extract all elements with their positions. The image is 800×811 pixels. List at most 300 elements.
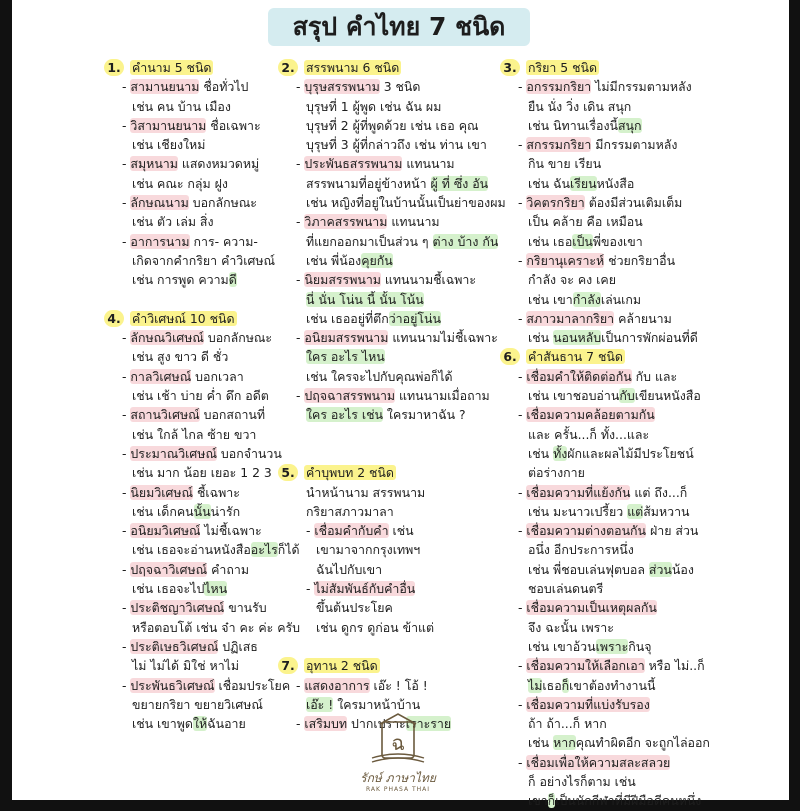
text-span: - <box>518 754 527 770</box>
example-highlight: เอ๊ะ ! <box>306 696 334 712</box>
list-item <box>104 540 300 559</box>
text-span: - <box>518 252 527 268</box>
section-number-badge: 1. <box>104 59 124 76</box>
list-item <box>500 598 782 617</box>
list-item <box>500 656 782 675</box>
text-span: เขามาจากกรุงเทพฯ <box>316 542 421 558</box>
list-item <box>500 483 782 502</box>
text-span: ไม่มีกรรมตามหลัง <box>591 79 692 95</box>
text-span: - <box>122 195 131 211</box>
section-heading <box>278 58 514 77</box>
example-highlight: แต่ <box>627 503 644 519</box>
text-span: เอ๊ะ ! โอ้ ! <box>369 677 428 693</box>
list-item <box>500 579 782 598</box>
spacer <box>104 290 300 309</box>
term-highlight: เชื่อมคำกับคำ <box>314 523 389 539</box>
section-number-badge: 3. <box>500 59 520 76</box>
text-span: เช่น ตัว เล่ม สิ่ง <box>132 214 214 230</box>
section-title: สรรพนาม 6 ชนิด <box>305 60 400 75</box>
term-highlight: ประพันธสรรพนาม <box>304 156 403 172</box>
text-span: เช่น เธอ <box>528 233 573 249</box>
text-span: จึง ฉะนั้น เพราะ <box>528 619 614 635</box>
text-span: ยืน นั่ง วิ่ง เดิน สนุก <box>528 98 632 114</box>
list-item <box>500 290 782 309</box>
list-item <box>500 232 782 251</box>
text-span: - <box>518 79 527 95</box>
list-item <box>104 425 300 444</box>
text-span: บอกจำนวน <box>216 445 282 461</box>
section-heading <box>500 58 782 77</box>
term-highlight: วิสามานยนาม <box>130 117 207 133</box>
list-item <box>278 502 514 521</box>
text-span: กิน ขาย เรียน <box>528 156 602 172</box>
text-span: ขึ้นต้นประโยค <box>316 600 393 616</box>
list-item <box>500 309 782 328</box>
list-item <box>278 290 514 309</box>
example-highlight: อะไร <box>250 542 278 558</box>
text-span: หรือตอบโต้ เช่น จ๋า คะ ค่ะ ครับ <box>132 619 301 635</box>
section-title: อุทาน 2 ชนิด <box>305 658 378 674</box>
list-item <box>278 579 514 598</box>
term-highlight: เชื่อมคำให้ติดต่อกัน <box>526 368 632 384</box>
text-span: 3 ชนิด <box>379 79 421 95</box>
list-item <box>278 212 514 231</box>
spacer <box>278 444 514 463</box>
text-span: เช่น เธออยู่ที่ตึก <box>306 310 389 326</box>
page <box>12 0 789 809</box>
text-span: เกิดจากคำกริยา คำวิเศษณ์ <box>132 252 276 268</box>
section-number-badge: 6. <box>500 348 520 365</box>
text-span: - <box>306 581 315 597</box>
term-highlight: อนิยมวิเศษณ์ <box>130 523 201 539</box>
term-highlight: เชื่อมความให้เลือกเอา <box>526 658 645 674</box>
text-span: - <box>296 214 305 230</box>
list-item <box>104 560 300 579</box>
text-span: น้อง <box>671 561 694 577</box>
text-span: เช่น สูง ขาว ดี ชั่ว <box>132 349 229 365</box>
term-highlight: ลักษณวิเศษณ์ <box>130 330 204 346</box>
example-highlight: ใคร อะไร ไหน <box>306 349 385 365</box>
text-span: บอกสถานที่ <box>199 407 266 423</box>
text-span: - <box>122 330 131 346</box>
term-highlight: กาลวิเศษณ์ <box>130 368 192 384</box>
term-highlight: อกรรมกริยา <box>526 79 592 95</box>
text-span: - <box>122 561 131 577</box>
list-item <box>278 483 514 502</box>
list-item <box>278 347 514 366</box>
example-highlight: ต่าง บ้าง กัน <box>432 233 499 249</box>
text-span: เชื่อมประโยค <box>214 677 291 693</box>
list-item <box>500 637 782 656</box>
list-item <box>500 733 782 752</box>
list-item <box>500 328 782 347</box>
text-span: ต้องมีส่วนเติมเต็ม <box>584 195 683 211</box>
list-item <box>278 270 514 289</box>
list-item <box>104 637 300 656</box>
term-highlight: ประติเษธวิเศษณ์ <box>130 638 219 654</box>
text-span: เช่น เขาอ้วน <box>528 638 596 654</box>
title-banner <box>268 8 530 46</box>
list-item <box>278 154 514 173</box>
list-item <box>500 444 782 463</box>
term-highlight: อนิยมสรรพนาม <box>304 330 389 346</box>
text-span: เช่น <box>528 330 554 346</box>
list-item <box>278 328 514 347</box>
text-span: อนึ่ง อีกประการหนึ่ง <box>528 542 634 558</box>
term-highlight: ลักษณนาม <box>130 195 189 211</box>
list-item <box>500 212 782 231</box>
text-span: ชื่อทั่วไป <box>199 79 249 95</box>
spacer <box>278 425 514 444</box>
text-span: - <box>518 658 527 674</box>
list-item <box>278 232 514 251</box>
text-span: เช่น เขาพูด <box>132 716 193 732</box>
text-span: แทนนาม <box>402 156 455 172</box>
text-span: เช่น การพูด ความ <box>132 272 229 288</box>
example-highlight: คุยกัน <box>361 252 393 268</box>
text-span: สรรพนามที่อยู่ข้างหน้า <box>306 175 431 191</box>
text-span: - <box>296 388 305 404</box>
text-span: - <box>296 156 305 172</box>
list-item <box>500 753 782 772</box>
term-highlight: เชื่อมความที่แย้งกัน <box>526 484 631 500</box>
text-span: คำถาม <box>207 561 249 577</box>
example-highlight: ใคร อะไร เช่น <box>306 407 383 423</box>
text-span: เช่น ใครจะไปกับคุณพ่อก็ได้ <box>306 368 453 384</box>
text-span: ไม่ ไม่ได้ มิใช่ หาไม่ <box>132 658 240 674</box>
text-span: - <box>518 310 527 326</box>
list-item <box>278 367 514 386</box>
text-span: เช่น ดูกร ดูก่อน ข้าแต่ <box>316 619 435 635</box>
list-item <box>500 154 782 173</box>
text-span: ปฏิเสธ <box>218 638 258 654</box>
text-span: การ- ความ- <box>189 233 258 249</box>
text-span: มีกรรมตามหลัง <box>591 137 678 153</box>
term-highlight: ประพันธวิเศษณ์ <box>130 677 215 693</box>
text-span: บุรุษที่ 1 ผู้พูด เช่น ฉัน ผม <box>306 98 442 114</box>
text-span: ก็ได้ <box>277 542 300 558</box>
text-span: - <box>518 137 527 153</box>
list-item <box>500 425 782 444</box>
section-title: คำวิเศษณ์ 10 ชนิด <box>131 310 235 326</box>
text-span: - <box>296 330 305 346</box>
text-span: บุรุษที่ 2 ผู้ที่พูดด้วย เช่น เธอ คุณ <box>306 117 479 133</box>
example-highlight: ก็ <box>547 793 556 809</box>
list-item <box>500 502 782 521</box>
section-title: คำนาม 5 ชนิด <box>131 60 212 75</box>
term-highlight: ปฤจฉาวิเศษณ์ <box>130 561 208 577</box>
list-item <box>104 579 300 598</box>
list-item <box>278 676 514 695</box>
text-span: ปากเปราะ <box>347 716 406 732</box>
text-span: ช่วยกริยาอื่น <box>604 252 676 268</box>
list-item <box>278 618 514 637</box>
list-item <box>278 77 514 96</box>
logo-text-english: RAK PHASA THAI <box>365 786 431 793</box>
text-span: เช่น <box>528 445 554 461</box>
list-item <box>500 714 782 733</box>
list-item <box>500 695 782 714</box>
list-item <box>104 251 300 270</box>
text-span: ชื่อเฉพาะ <box>206 117 261 133</box>
text-span: ชอบเล่นดนตรี <box>528 581 604 597</box>
list-item <box>104 97 300 116</box>
text-span: เช่น มะนาวเปรี้ยว <box>528 503 628 519</box>
text-span: เช่น หญิงที่อยู่ในบ้านนั้นเป็นย่าของผม <box>306 195 506 211</box>
example-highlight: ผู้ ที่ ซึ่ง อัน <box>430 175 489 191</box>
text-span: - <box>296 79 305 95</box>
list-item <box>500 618 782 637</box>
list-item <box>104 347 300 366</box>
example-highlight: เราะราย <box>405 716 452 732</box>
section-title: คำบุพบท 2 ชนิด <box>305 465 394 481</box>
list-item <box>278 193 514 212</box>
term-highlight: วิคตรกริยา <box>526 195 585 211</box>
list-item <box>278 405 514 424</box>
section-number-badge: 4. <box>104 310 124 327</box>
logo-text-thai: รักษ์ ภาษาไทย <box>360 771 436 785</box>
text-span: น่ารัก <box>210 503 241 519</box>
text-span: แทนนามเมื่อถาม <box>395 388 490 404</box>
section-number-badge: 5. <box>278 464 298 481</box>
text-span: คล้ายนาม <box>614 310 672 326</box>
text-span: เช่น เธอจะอ่านหนังสือ <box>132 542 251 558</box>
list-item <box>278 309 514 328</box>
column-left <box>104 58 300 733</box>
text-span: - <box>122 600 131 616</box>
text-span: เช่น เชียงใหม่ <box>132 137 206 153</box>
list-item <box>278 135 514 154</box>
text-span: ใครมาหน้าบ้าน <box>333 696 421 712</box>
text-span: เช่น เช้า บ่าย ค่ำ ดึก อดีต <box>132 388 269 404</box>
term-highlight: เชื่อมความคล้อยตามกัน <box>526 407 655 423</box>
text-span: ชี้เฉพาะ <box>193 484 240 500</box>
section-heading <box>104 309 300 328</box>
text-span: กินจุ <box>628 638 652 654</box>
text-span: แต่ ถึง...ก็ <box>630 484 688 500</box>
text-span: ที่แยกออกมาเป็นส่วน ๆ <box>306 233 433 249</box>
term-highlight: แสดงอาการ <box>304 677 370 693</box>
list-item <box>278 560 514 579</box>
list-item <box>104 270 300 289</box>
list-item <box>104 193 300 212</box>
list-item <box>278 116 514 135</box>
text-span: บุรุษที่ 3 ผู้ที่กล่าวถึง เช่น ท่าน เขา <box>306 137 487 153</box>
term-highlight: ประติชญาวิเศษณ์ <box>130 600 225 616</box>
section-title: คำสันธาน 7 ชนิด <box>527 349 623 365</box>
text-span: เช่น พี่น้อง <box>306 252 362 268</box>
text-span: เขาต้องทำงานนี้ <box>569 677 656 693</box>
example-highlight: ส่วน <box>648 561 672 577</box>
term-highlight: ประมาณวิเศษณ์ <box>130 445 217 461</box>
spacer <box>278 637 514 656</box>
text-span: ขยายกริยา ขยายวิเศษณ์ <box>132 696 263 712</box>
text-span: ฉันอาย <box>207 716 246 732</box>
text-span: หนังสือ <box>596 175 635 191</box>
text-span: - <box>518 484 527 500</box>
term-highlight: กริยานุเคราะห์ <box>526 252 605 268</box>
term-highlight: อาการนาม <box>130 233 190 249</box>
example-highlight: กับ <box>619 388 635 404</box>
text-span: นำหน้านาม สรรพนาม <box>306 484 426 500</box>
text-span: เป็นนักกีฬาที่มีฝีมือดีคนหนึ่ง <box>555 793 702 809</box>
text-span: เป็น คล้าย คือ เหมือน <box>528 214 643 230</box>
list-item <box>104 116 300 135</box>
list-item <box>104 676 300 695</box>
list-item <box>104 521 300 540</box>
text-span: บอกลักษณะ <box>203 330 273 346</box>
example-highlight: ไม่ <box>528 677 543 693</box>
example-highlight: ให้ <box>192 716 208 732</box>
list-item <box>500 135 782 154</box>
text-span: เช่น นิทานเรื่องนี้ <box>528 117 618 133</box>
list-item <box>104 328 300 347</box>
text-span: - <box>122 233 131 249</box>
page-title: สรุป คำไทย 7 ชนิด <box>292 12 506 41</box>
text-span: กริยาสภาวมาลา <box>306 503 394 519</box>
example-highlight: ว่าอยู่โน่น <box>388 310 441 326</box>
term-highlight: บุรุษสรรพนาม <box>304 79 380 95</box>
list-item <box>104 405 300 424</box>
logo-glyph: ฉ <box>391 731 405 755</box>
text-span: - <box>296 272 305 288</box>
text-span: ส้มหวาน <box>643 503 690 519</box>
text-span: ใครมาหาฉัน ? <box>382 407 466 423</box>
term-highlight: เชื่อมความที่แบ่งรับรอง <box>526 696 650 712</box>
list-item <box>104 714 300 733</box>
text-span: บอกเวลา <box>191 368 244 384</box>
text-span: เช่น <box>528 735 554 751</box>
term-highlight: วิภาคสรรพนาม <box>304 214 388 230</box>
text-span: - <box>518 407 527 423</box>
term-highlight: เชื่อมความต่างตอนกัน <box>526 523 647 539</box>
list-item <box>104 367 300 386</box>
list-item <box>500 791 782 810</box>
list-item <box>104 618 300 637</box>
example-highlight: ทั้ง <box>553 445 568 461</box>
example-highlight: กำลัง <box>572 291 601 307</box>
list-item <box>500 521 782 540</box>
text-span: เช่น พี่ชอบเล่นฟุตบอล <box>528 561 649 577</box>
list-item <box>278 598 514 617</box>
text-span: - <box>518 195 527 211</box>
text-span: กับ และ <box>631 368 678 384</box>
text-span: เช่น เธอจะไป <box>132 581 205 597</box>
list-item <box>278 174 514 193</box>
example-highlight: ก็ <box>561 677 570 693</box>
list-item <box>104 656 300 675</box>
list-item <box>500 193 782 212</box>
text-span: - <box>306 523 315 539</box>
text-span: เช่น เด็กคน <box>132 503 194 519</box>
term-highlight: เชื่อมเพื่อให้ความสละสลวย <box>526 754 671 770</box>
text-span: แทนนามไม่ชี้เฉพาะ <box>388 330 498 346</box>
term-highlight: สถานวิเศษณ์ <box>130 407 200 423</box>
text-span: - <box>296 677 305 693</box>
text-span: - <box>122 445 131 461</box>
text-span: - <box>122 156 131 172</box>
text-span: เช่น ใกล้ ไกล ซ้าย ขวา <box>132 426 257 442</box>
text-span: พี่ของเขา <box>592 233 643 249</box>
list-item <box>104 483 300 502</box>
list-item <box>500 463 782 482</box>
list-item <box>500 77 782 96</box>
list-item <box>500 116 782 135</box>
list-item <box>278 521 514 540</box>
text-span: เช่น <box>388 523 414 539</box>
list-item <box>500 405 782 424</box>
text-span: - <box>122 523 131 539</box>
text-span: - <box>122 484 131 500</box>
term-highlight: นิยมสรรพนาม <box>304 272 381 288</box>
text-span: กำลัง จะ คง เคย <box>528 272 616 288</box>
text-span: เช่น คน บ้าน เมือง <box>132 98 231 114</box>
text-span: ขานรับ <box>224 600 267 616</box>
list-item <box>278 540 514 559</box>
list-item <box>500 251 782 270</box>
text-span: - <box>122 407 131 423</box>
list-item <box>500 676 782 695</box>
section-number-badge: 7. <box>278 657 298 674</box>
text-span: เขา <box>528 793 548 809</box>
example-highlight: เพราะ <box>595 638 629 654</box>
term-highlight: เสริมบท <box>304 716 348 732</box>
text-span: ต่อร่างกาย <box>528 465 585 481</box>
list-item <box>500 772 782 791</box>
example-highlight: นอนหลับ <box>553 330 602 346</box>
example-highlight: หาก <box>553 735 576 751</box>
list-item <box>104 77 300 96</box>
term-highlight: สภาวมาลากริยา <box>526 310 615 326</box>
text-span: แทนนาม <box>387 214 440 230</box>
text-span: เล่นเกม <box>600 291 642 307</box>
list-item <box>500 386 782 405</box>
text-span: - <box>122 638 131 654</box>
section-heading <box>104 58 300 77</box>
list-item <box>104 502 300 521</box>
list-item <box>500 560 782 579</box>
example-highlight: ดี <box>228 272 237 288</box>
example-highlight: นั้น <box>193 503 211 519</box>
section-title: กริยา 5 ชนิด <box>527 60 598 75</box>
text-span: - <box>296 716 305 732</box>
example-highlight: นี่ นั่น โน่น นี้ นั้น โน้น <box>306 291 424 307</box>
list-item <box>104 386 300 405</box>
list-item <box>104 695 300 714</box>
list-item <box>104 135 300 154</box>
list-item <box>104 154 300 173</box>
text-span: และ ครั้น...ก็ ทั้ง...และ <box>528 426 650 442</box>
list-item <box>500 540 782 559</box>
list-item <box>104 232 300 251</box>
text-span: เช่น เขาชอบอ่าน <box>528 388 620 404</box>
term-highlight: ปฤจฉาสรรพนาม <box>304 388 396 404</box>
list-item <box>104 212 300 231</box>
column-right <box>500 58 782 811</box>
term-highlight: นิยมวิเศษณ์ <box>130 484 194 500</box>
example-highlight: ไหน <box>204 581 228 597</box>
text-span: หรือ ไม่..ก็ <box>644 658 705 674</box>
text-span: - <box>518 696 527 712</box>
text-span: เขียนหนังสือ <box>634 388 701 404</box>
section-heading <box>278 463 514 482</box>
text-span: เช่น คณะ กลุ่ม ฝูง <box>132 175 228 191</box>
list-item <box>500 367 782 386</box>
list-item <box>104 598 300 617</box>
list-item <box>104 444 300 463</box>
text-span: - <box>122 117 131 133</box>
text-span: - <box>518 600 527 616</box>
